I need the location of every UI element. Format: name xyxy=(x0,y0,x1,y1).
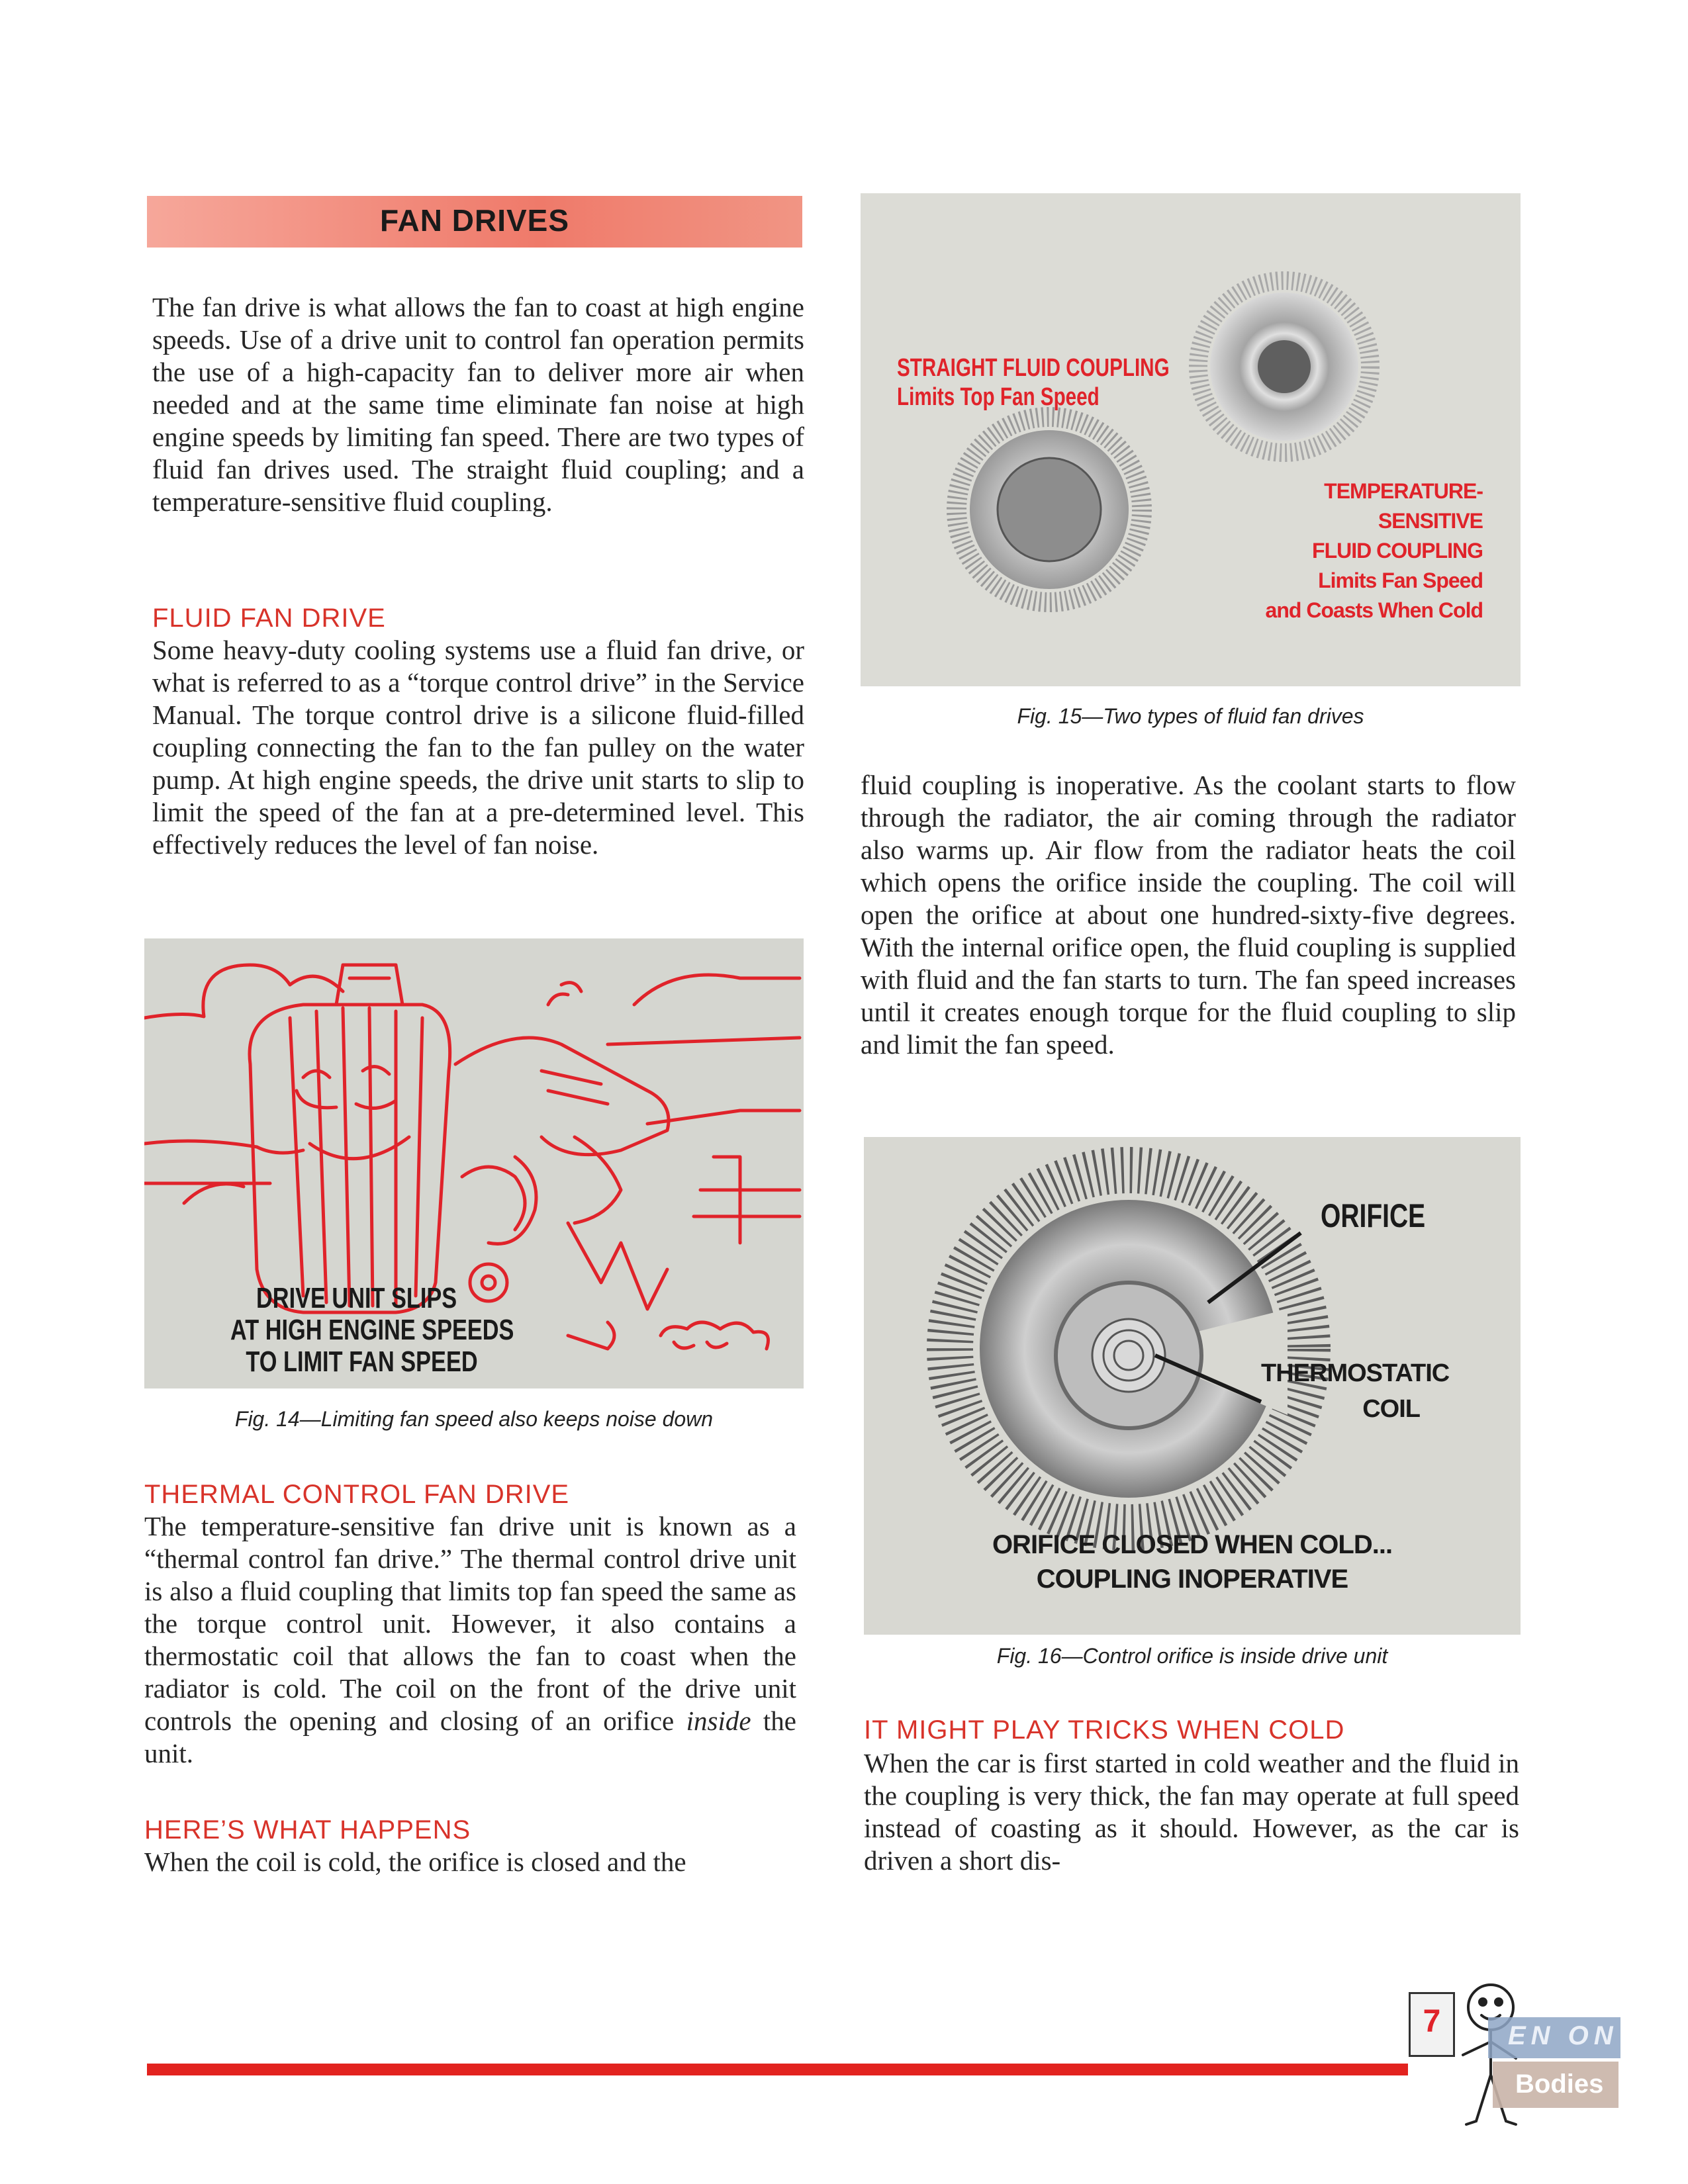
watermark-bottom-text: Bodies xyxy=(1515,2070,1604,2099)
tricks-when-cold-heading: IT MIGHT PLAY TRICKS WHEN COLD xyxy=(864,1715,1345,1745)
orifice-closed-label: ORIFICE CLOSED WHEN COLD... COUPLING INOPERATIVE xyxy=(992,1530,1393,1594)
page-number: 7 xyxy=(1423,2004,1441,2039)
mascot-icon xyxy=(1450,1976,1536,2141)
watermark-logo xyxy=(1493,2062,1618,2108)
temperature-coupling-label: TEMPERATURE-SENSITIVE FLUID COUPLING Limits Fan Speed and Coasts When Cold xyxy=(1265,479,1483,622)
fig14-caption: Fig. 14—Limiting fan speed also keeps noise down xyxy=(234,1407,714,1431)
page-number-box xyxy=(1409,1992,1455,2057)
heres-what-happens-heading: HERE’S WHAT HAPPENS xyxy=(144,1815,471,1844)
fluid-fan-drive-heading: FLUID FAN DRIVE xyxy=(152,604,386,633)
footer-rule xyxy=(147,2064,1408,2075)
fig16-photo xyxy=(864,1137,1521,1635)
fig14-label: DRIVE UNIT SLIPS AT HIGH ENGINE SPEEDS TO LIMIT FAN SPEED xyxy=(230,1282,514,1378)
thermal-control-paragraph: The temperature-sensitive fan drive unit is known as a “thermal control fan drive.” The thermal control drive unit is also a fluid coupling that limits top fan speed the same as the torque control unit. However, it also contains a thermostatic coil that allows the fan to coast when the radiator is cold. The coil on the front of the drive unit controls the opening and closing of an orifice inside the unit. xyxy=(144,1511,796,1768)
watermark-top-text: EN ON xyxy=(1508,2021,1618,2050)
thermostatic-coil-label: THERMOSTATIC COIL xyxy=(1261,1359,1450,1423)
straight-coupling-label: STRAIGHT FLUID COUPLING Limits Top Fan Speed xyxy=(897,354,1170,411)
orifice-label: ORIFICE xyxy=(1321,1197,1426,1234)
heres-what-happens-paragraph: When the coil is cold, the orifice is closed and the xyxy=(144,1846,686,1877)
thermal-control-heading: THERMAL CONTROL FAN DRIVE xyxy=(144,1480,570,1509)
tricks-when-cold-paragraph: When the car is first started in cold weather and the fluid in the coupling is very thick, the fan may operate at full speed instead of coasting as it should. However, as the car is driven a short dis- xyxy=(864,1748,1519,1876)
intro-paragraph: The fan drive is what allows the fan to coast at high engine speeds. Use of a drive unit to control fan operation permits the use of a high-capacity fan to deliver more air when needed and at the same time eliminate fan noise at high engine speeds by limiting fan speed. There are two types of fluid fan drives used. The straight fluid coupling; and a temperature-sensitive fluid coupling. xyxy=(152,292,804,517)
watermark-banner xyxy=(1488,2017,1620,2058)
fig14-illustration xyxy=(144,938,804,1388)
fig15-photo xyxy=(861,193,1521,686)
fluid-fan-drive-paragraph: Some heavy-duty cooling systems use a fluid fan drive, or what is referred to as a “torque control drive” in the Service Manual. The torque control drive is a silicone fluid-filled coupling connecting the fan to the fan pulley on the water pump. At high engine speeds, the drive unit starts to slip to limit the speed of the fan at a pre-determined level. This effectively reduces the level of fan noise. xyxy=(152,635,804,860)
fig16-caption: Fig. 16—Control orifice is inside drive unit xyxy=(996,1644,1388,1668)
coupling-paragraph: fluid coupling is inoperative. As the coolant starts to flow through the radiator, the air coming through the radiator also warms up. Air flow from the radiator heats the coil which opens the orifice inside the coupling. The coil will open the orifice at about one hundred-sixty-five degrees. With the internal orifice open, the fluid coupling is supplied with fluid and the fan starts to turn. The fan speed increases until it creates enough torque for the fluid coupling to slip and limit the fan speed. xyxy=(861,770,1516,1060)
section-title: FAN DRIVES xyxy=(379,203,570,238)
fig15-caption: Fig. 15—Two types of fluid fan drives xyxy=(1017,704,1364,728)
section-banner xyxy=(147,196,802,248)
